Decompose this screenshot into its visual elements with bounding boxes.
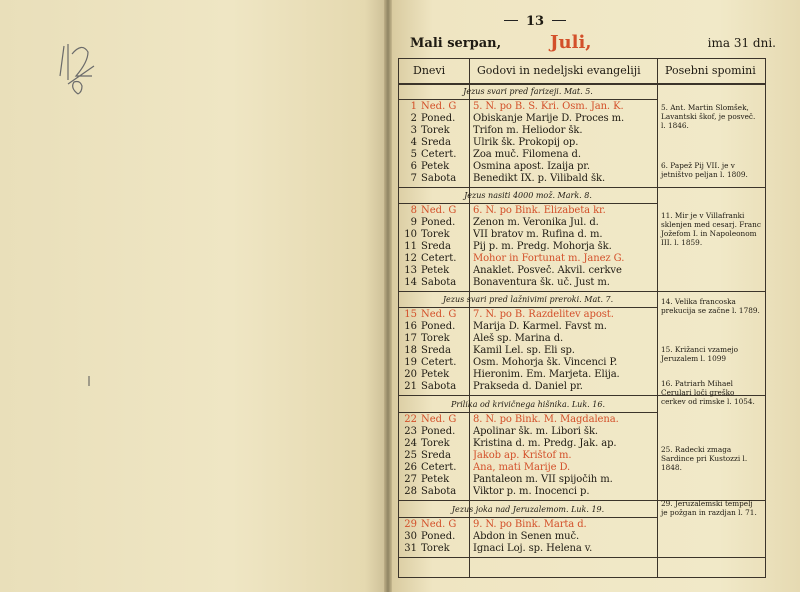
column-header-days: Dnevi <box>413 64 446 77</box>
calendar-row <box>399 241 657 253</box>
memorial-note: 16. Patriarh Mihael Cerulari loči greško cerkev od rimske l. 1054. <box>661 379 755 406</box>
feast-text: 8. N. po Bink. M. Magdalena. <box>473 414 619 425</box>
week-gospel-heading: Jezus joka nad Jeruzalemom. Luk. 19. <box>399 505 657 518</box>
month-name: Juli, <box>550 32 592 53</box>
calendar-row <box>399 333 657 345</box>
feast-text: Zenon m. Veronika Jul. d. <box>473 217 599 228</box>
calendar-table <box>398 58 766 578</box>
day-name: Poned. <box>421 426 456 437</box>
calendar-row <box>399 486 657 498</box>
day-name: Ned. G <box>421 101 457 112</box>
day-name: Četert. <box>421 462 457 473</box>
day-number: 19 <box>404 357 417 368</box>
day-number: 6 <box>410 161 417 172</box>
feast-text: Ignaci Loj. sp. Helena v. <box>473 543 593 554</box>
day-name: Četert. <box>421 357 457 368</box>
page-number-dash <box>552 20 566 21</box>
memorial-note: 25. Radecki zmaga Sardince pri Kustozzi l. 1848. <box>661 445 748 472</box>
week-gospel-heading: Jezus svari pred farizeji. Mat. 5. <box>399 87 657 100</box>
calendar-row <box>399 113 657 125</box>
week-gospel-heading: Jezus nasiti 4000 mož. Mark. 8. <box>399 191 657 204</box>
feast-text: 6. N. po Bink. Elizabeta kr. <box>473 205 606 216</box>
calendar-row <box>399 426 657 438</box>
day-name: Poned. <box>421 113 456 124</box>
day-number: 30 <box>404 531 417 542</box>
right-page <box>392 0 800 592</box>
feast-text: Ulrik šk. Prokopij op. <box>473 137 579 148</box>
day-name: Ned. G <box>421 519 457 530</box>
day-number: 27 <box>404 474 417 485</box>
day-number: 4 <box>410 137 417 148</box>
day-number: 2 <box>410 113 417 124</box>
feast-text: Benedikt IX. p. Vilibald šk. <box>473 173 606 184</box>
calendar-row <box>399 229 657 241</box>
calendar-row <box>399 253 657 265</box>
feast-text: Viktor p. m. Inocenci p. <box>473 486 590 497</box>
feast-text: Aleš sp. Marina d. <box>473 333 564 344</box>
day-name: Sabota <box>421 486 457 497</box>
day-name: Petek <box>421 369 450 380</box>
feast-text: Osmina apost. Izaija pr. <box>473 161 590 172</box>
feast-text: Zoa muč. Filomena d. <box>473 149 581 160</box>
day-number: 29 <box>404 519 417 530</box>
day-number: 16 <box>404 321 417 332</box>
memorial-note: 6. Papež Pij VII. je v jetništvo peljan l. 1809. <box>661 161 748 179</box>
day-number: 3 <box>410 125 417 136</box>
feast-text: Abdon in Senen muč. <box>473 531 580 542</box>
day-name: Torek <box>421 333 450 344</box>
calendar-row <box>399 369 657 381</box>
week-gospel-heading: Prilika od krivičnega hišnika. Luk. 16. <box>399 400 657 413</box>
calendar-row <box>399 277 657 289</box>
calendar-row <box>399 309 657 321</box>
day-number: 8 <box>410 205 417 216</box>
calendar-row <box>399 173 657 185</box>
calendar-row <box>399 381 657 393</box>
day-number: 18 <box>404 345 417 356</box>
day-name: Torek <box>421 229 450 240</box>
feast-text: Osm. Mohorja šk. Vincenci P. <box>473 357 618 368</box>
calendar-row <box>399 519 657 531</box>
day-name: Sabota <box>421 277 457 288</box>
calendar-row <box>399 414 657 426</box>
day-number: 11 <box>404 241 417 252</box>
day-number: 26 <box>404 462 417 473</box>
memorial-note: 29. Jeruzalemski tempelj je požgan in razdjan l. 71. <box>661 499 757 517</box>
memorial-note: 15. Križanci vzamejo Jeruzalem l. 1099 <box>661 345 739 363</box>
day-number: 1 <box>410 101 417 112</box>
day-name: Sreda <box>421 450 451 461</box>
feast-text: Trifon m. Heliodor šk. <box>473 125 583 136</box>
day-name: Poned. <box>421 321 456 332</box>
calendar-row <box>399 543 657 555</box>
day-name: Ned. G <box>421 309 457 320</box>
day-number: 14 <box>404 277 417 288</box>
feast-text: Marija D. Karmel. Favst m. <box>473 321 607 332</box>
day-number: 10 <box>404 229 417 240</box>
day-name: Petek <box>421 474 450 485</box>
month-header <box>400 34 790 54</box>
calendar-row <box>399 438 657 450</box>
day-number: 23 <box>404 426 417 437</box>
calendar-row <box>399 205 657 217</box>
feast-text: 7. N. po B. Razdelitev apost. <box>473 309 614 320</box>
month-days: ima 31 dni. <box>707 36 776 50</box>
calendar-row <box>399 101 657 113</box>
feast-text: Obiskanje Marije D. Proces m. <box>473 113 625 124</box>
month-old-name: Mali serpan, <box>410 36 502 51</box>
feast-text: Hieronim. Em. Marjeta. Elija. <box>473 369 620 380</box>
day-name: Torek <box>421 543 450 554</box>
day-number: 17 <box>404 333 417 344</box>
day-name: Četert. <box>421 253 457 264</box>
calendar-row <box>399 125 657 137</box>
feast-text: 5. N. po B. S. Kri. Osm. Jan. K. <box>473 101 624 112</box>
week-divider <box>399 187 765 188</box>
calendar-row <box>399 137 657 149</box>
calendar-row <box>399 450 657 462</box>
feast-text: Pij p. m. Predg. Mohorja šk. <box>473 241 612 252</box>
feast-text: Apolinar šk. m. Libori šk. <box>473 426 598 437</box>
calendar-row <box>399 161 657 173</box>
day-number: 9 <box>410 217 417 228</box>
feast-text: Mohor in Fortunat m. Janez G. <box>473 253 625 264</box>
day-number: 25 <box>404 450 417 461</box>
week-divider <box>399 557 765 558</box>
memorial-note: 5. Ant. Martin Slomšek, Lavantski škof, je posveč. l. 1846. <box>661 103 756 130</box>
day-name: Sreda <box>421 241 451 252</box>
day-name: Petek <box>421 265 450 276</box>
calendar-row <box>399 149 657 161</box>
day-number: 21 <box>404 381 417 392</box>
calendar-row <box>399 265 657 277</box>
page-number-dash <box>504 20 518 21</box>
day-name: Poned. <box>421 531 456 542</box>
day-name: Ned. G <box>421 205 457 216</box>
feast-text: Kristina d. m. Predg. Jak. ap. <box>473 438 617 449</box>
day-number: 7 <box>410 173 417 184</box>
page-number: 13 <box>526 14 545 29</box>
calendar-row <box>399 345 657 357</box>
handwritten-note <box>58 36 98 96</box>
day-number: 31 <box>404 543 417 554</box>
book-gutter <box>384 0 392 592</box>
week-divider <box>399 291 765 292</box>
day-name: Četert. <box>421 149 457 160</box>
day-name: Torek <box>421 125 450 136</box>
feast-text: 9. N. po Bink. Marta d. <box>473 519 587 530</box>
day-name: Ned. G <box>421 414 457 425</box>
calendar-row <box>399 531 657 543</box>
day-name: Petek <box>421 161 450 172</box>
column-header-memories: Posebni spomini <box>665 64 756 77</box>
day-number: 20 <box>404 369 417 380</box>
calendar-row <box>399 357 657 369</box>
calendar-row <box>399 474 657 486</box>
day-number: 24 <box>404 438 417 449</box>
day-name: Sabota <box>421 381 457 392</box>
day-number: 12 <box>404 253 417 264</box>
feast-text: Anaklet. Posveč. Akvil. cerkve <box>473 265 622 276</box>
day-name: Sreda <box>421 345 451 356</box>
day-number: 15 <box>404 309 417 320</box>
calendar-row <box>399 217 657 229</box>
day-name: Torek <box>421 438 450 449</box>
feast-text: VII bratov m. Rufina d. m. <box>473 229 603 240</box>
day-name: Poned. <box>421 217 456 228</box>
calendar-row <box>399 321 657 333</box>
memorial-note: 14. Velika francoska prekucija se začne l. 1789. <box>661 297 760 315</box>
feast-text: Jakob ap. Krištof m. <box>473 450 572 461</box>
feast-text: Prakseda d. Daniel pr. <box>473 381 583 392</box>
feast-text: Bonaventura šk. uč. Just m. <box>473 277 610 288</box>
left-page <box>0 0 384 592</box>
feast-text: Kamil Lel. sp. Eli sp. <box>473 345 575 356</box>
week-gospel-heading: Jezus svari pred lažnivimi preroki. Mat. 7. <box>399 295 657 308</box>
memorial-note: 11. Mir je v Villafranki sklenjen med cesarj. Franc Jožefom I. in Napoleonom III. l. 1859. <box>661 211 761 247</box>
day-number: 13 <box>404 265 417 276</box>
day-name: Sabota <box>421 173 457 184</box>
day-number: 22 <box>404 414 417 425</box>
pencil-mark <box>86 376 92 386</box>
feast-text: Pantaleon m. VII spijočih m. <box>473 474 613 485</box>
column-header-feasts: Godovi in nedeljski evangeliji <box>477 64 641 77</box>
day-name: Sreda <box>421 137 451 148</box>
day-number: 28 <box>404 486 417 497</box>
column-headers <box>399 59 765 85</box>
feast-text: Ana, mati Marije D. <box>473 462 571 473</box>
day-number: 5 <box>410 149 417 160</box>
calendar-row <box>399 462 657 474</box>
